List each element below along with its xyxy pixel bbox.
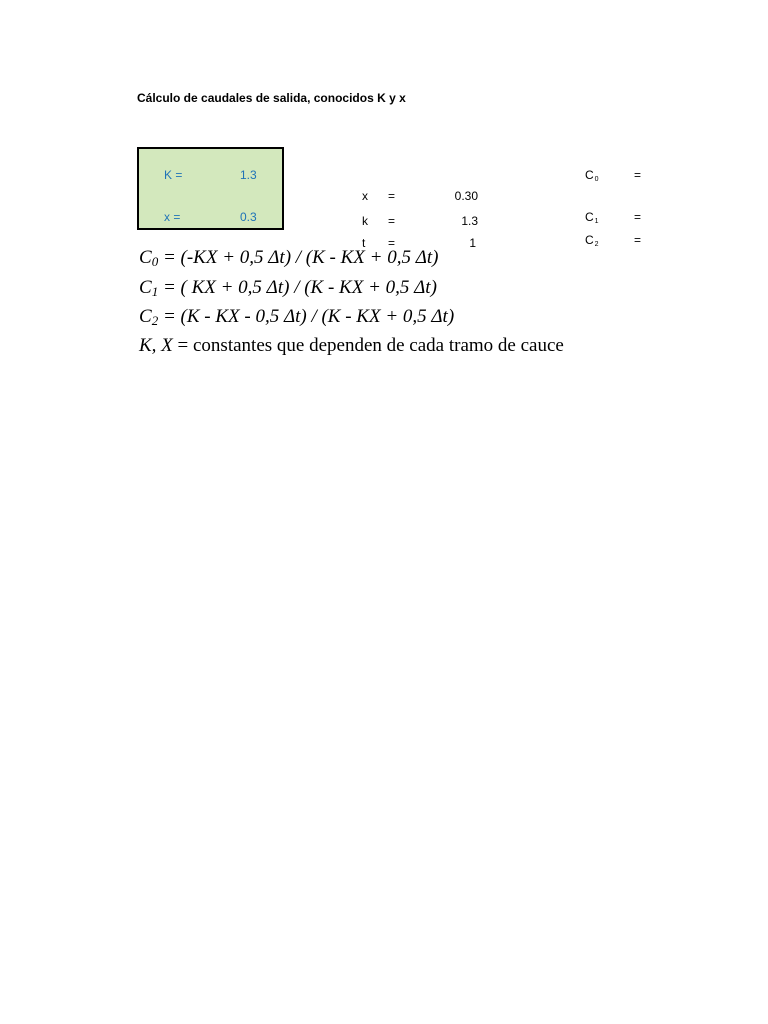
k-input-label: K =	[164, 168, 183, 182]
param-t-value: 1	[469, 236, 476, 250]
formula-c0: C0 = (-KX + 0,5 Δt) / (K - KX + 0,5 Δt)	[139, 247, 439, 269]
param-t-label: t	[362, 236, 366, 250]
k-input-value: 1.3	[240, 168, 257, 182]
page-title: Cálculo de caudales de salida, conocidos K y x	[137, 91, 406, 105]
coef-c0-label: $C_0$	[585, 168, 599, 183]
param-x-value: 0.30	[454, 189, 478, 203]
coef-c2-eq: =	[634, 233, 642, 247]
param-x-eq: =	[388, 189, 396, 203]
param-t-eq: =	[388, 236, 396, 250]
formula-c2: C2 = (K - KX - 0,5 Δt) / (K - KX + 0,5 Δt)	[139, 306, 455, 328]
param-k-value: 1.3	[461, 214, 478, 228]
param-x-label: x	[362, 189, 368, 203]
coef-c0-eq: =	[634, 168, 642, 182]
input-box	[137, 147, 284, 230]
coef-c1-eq: =	[634, 210, 642, 224]
x-input-label: x =	[164, 210, 181, 224]
formula-kx-description: K, X = constantes que dependen de cada tramo de cauce	[139, 335, 564, 356]
coef-c1-label: $C_1$	[585, 210, 599, 225]
formula-c1: C1 = ( KX + 0,5 Δt) / (K - KX + 0,5 Δt)	[139, 277, 437, 299]
coef-c2-label: $C_2$	[585, 233, 599, 248]
x-input-value: 0.3	[240, 210, 257, 224]
param-k-label: k	[362, 214, 368, 228]
param-k-eq: =	[388, 214, 396, 228]
